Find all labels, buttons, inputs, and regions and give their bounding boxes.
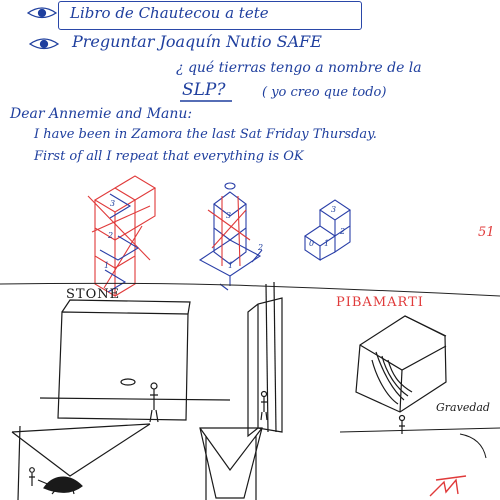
- right-stack-num: 2: [340, 227, 346, 236]
- stone-label: STONE: [66, 287, 121, 302]
- human-figure: [150, 383, 158, 422]
- note-line-believe: ( yo creo que todo): [262, 85, 387, 100]
- letter-greeting: Dear Annemie and Manu:: [10, 106, 193, 122]
- human-figure: [261, 392, 267, 421]
- ground-line-right: [340, 428, 500, 432]
- tall-panels: [248, 282, 282, 436]
- note-line-ask: Preguntar Joaquín Nutio SAFE: [72, 32, 322, 51]
- note-line-slp: SLP?: [182, 80, 226, 100]
- pibamarti-label: PIBAMARTI: [336, 295, 424, 310]
- signature-mark: [430, 476, 466, 496]
- middle-stack-num: 1: [228, 261, 234, 270]
- middle-cube-diagram: [200, 183, 262, 290]
- letter-line-2: First of all I repeat that everything is OK: [34, 149, 304, 164]
- right-stack-num: 1: [324, 239, 330, 248]
- middle-stack-num: 3: [226, 211, 232, 220]
- note-line-question: ¿ qué tierras tengo a nombre de la: [176, 60, 422, 76]
- left-stack-num: 1: [104, 261, 110, 270]
- human-figure: [29, 468, 35, 486]
- right-stack-num: 3: [331, 205, 337, 214]
- bottom-middle-structure: [200, 428, 262, 500]
- gravedad-label: Gravedad: [436, 401, 490, 414]
- eye-icon: [30, 39, 58, 49]
- left-cube-diagram: [88, 176, 155, 296]
- note-line-book: Libro de Chautecou a tete: [70, 4, 269, 22]
- bottom-left-structure: [12, 424, 150, 500]
- left-stack-num: 2: [108, 231, 114, 240]
- human-figure: [399, 416, 405, 435]
- gravity-arc: [460, 434, 486, 458]
- pibamarti-block: [356, 316, 446, 412]
- stone-block: [40, 300, 230, 420]
- letter-line-1: I have been in Zamora the last Sat Friday Thursday.: [34, 127, 377, 142]
- right-stack-num: 0: [309, 239, 315, 248]
- middle-stack-num: 2: [258, 243, 264, 252]
- eye-icon: [28, 8, 56, 18]
- page-number: 51: [478, 225, 495, 240]
- left-stack-num: 3: [110, 199, 116, 208]
